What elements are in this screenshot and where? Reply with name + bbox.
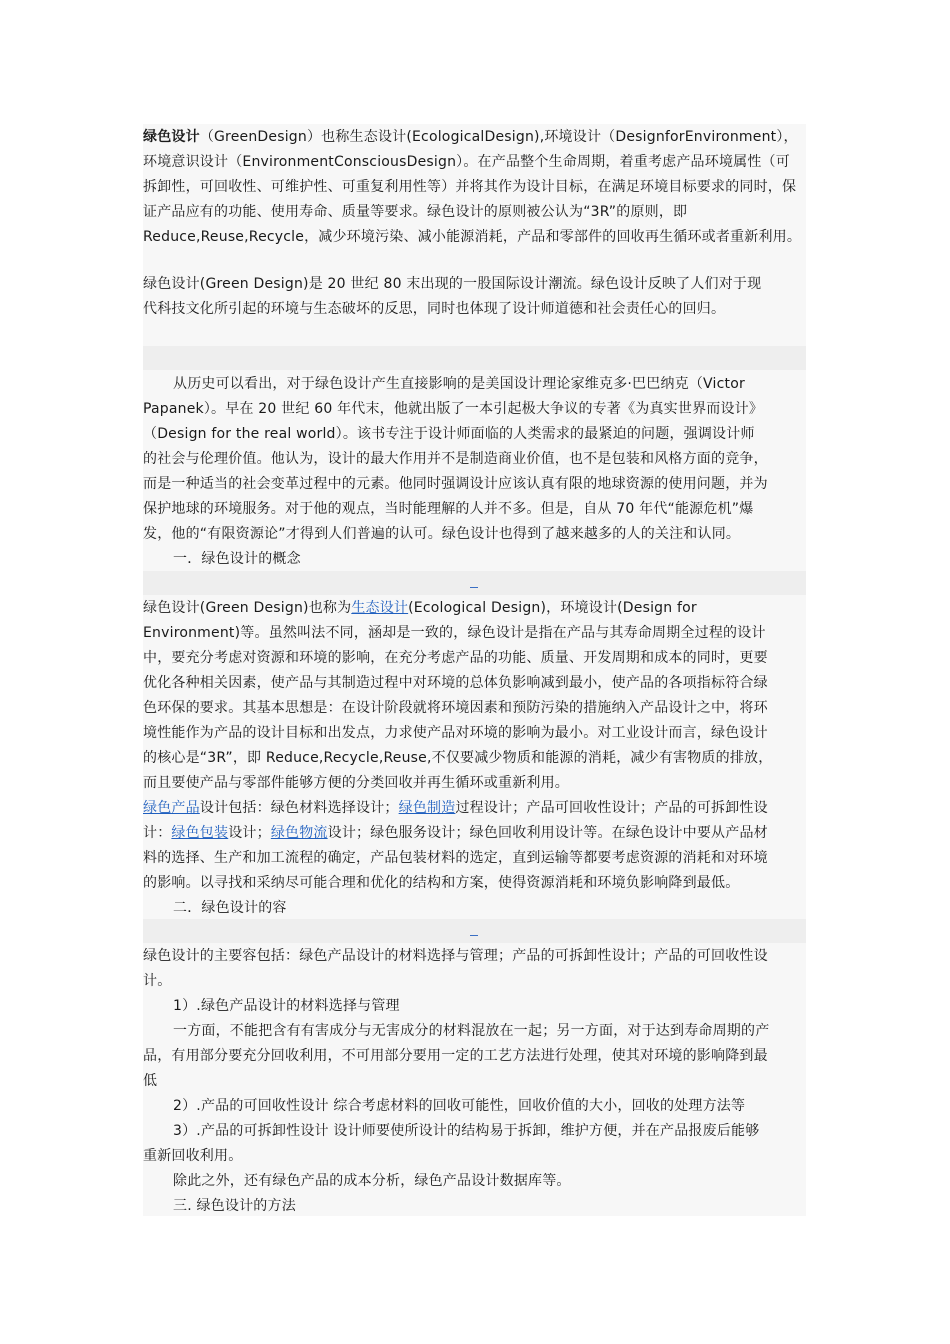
section-heading-concept: 一．绿色设计的概念 <box>173 551 301 567</box>
section-heading-method: 三. 绿色设计的方法 <box>173 1198 296 1214</box>
green-packaging-link[interactable]: 绿色包装 <box>171 825 229 841</box>
section-heading-content: 二．绿色设计的容 <box>173 900 287 916</box>
history-paragraph: 绿色设计(Green Design)是 20 世纪 80 末出现的一股国际设计潮流。绿色设计反映了人们对于现 代科技文化所引起的环境与生态破坏的反思，同时也体现了设计师道德和社会责任心的回归。 <box>143 276 762 317</box>
section-separator <box>143 919 806 943</box>
content-paragraph: 绿色设计的主要容包括：绿色产品设计的材料选择与管理；产品的可拆卸性设计；产品的可回收性设 计。 1）.绿色产品设计的材料选择与管理 一方面，不能把含有有害成分与无害成分的材料混放在一起；另一方面，对于达到寿命周期的产 品，有用部分要充分回收利用，不可用部分要用一定的工艺方法进行处理，使其对环境的影响降到最 低 2）.产品的可回收性设计 综合考虑材料的回收可能性，回收价值的大小，回收的处理方法等 3）.产品的可拆卸性设计 设计师要使所设计的结构易于拆卸，维护方便，并在产品报废后能够 重新回收利用。 除此之外，还有绿色产品的成本分析，绿色产品设计数据库等。 三. 绿色设计的方法 <box>143 944 769 1219</box>
ecological-design-link[interactable]: 生态设计 <box>351 600 409 616</box>
separator-link-mark[interactable] <box>470 935 478 936</box>
green-product-link[interactable]: 绿色产品 <box>143 800 200 816</box>
concept-paragraph: 绿色设计(Green Design)也称为生态设计(Ecological Design)，环境设计(Design for Environment)等。虽然叫法不同，涵却是一致的，绿色设计是指在产品与其寿命周期全过程的设计 中，要充分考虑对资源和环境的影响，在充分考虑产品的功能、质量、开发周期和成本的同时，更要 优化各种相关因素，使产品与其制造过程中对环境的总体负影响减到最小，使产品的各项指标符合绿 色环保的要求。其基本思想是：在设计阶段就将环境因素和预防污染的措施纳入产品设计之中，将环 境性能作为产品的设计目标和出发点，力求使产品对环境的影响为最小。对工业设计而言，绿色设计 的核心是“3R”，即 Reduce,Recycle,Reuse,不仅要减少物质和能源的消耗，减少有害物质的排放， 而且要使产品与零部件能够方便的分类回收并再生循环或重新利用。 <box>143 600 773 791</box>
intro-paragraph: 绿色设计（GreenDesign）也称生态设计(EcologicalDesign),环境设计（DesignforEnvironment）， 环境意识设计（EnvironmentConsciousDesign）。在产品整个生命周期，着重考虑产品环境属性（可 拆卸性，可回收性、可维护性、可重复利用性等）并将其作为设计目标，在满足环境目标要求的同时，保 证产品应有的功能、使用寿命、质量等要求。绿色设计的原则被公认为“3R”的原则，即 Reduce,Reuse,Recycle，减少环境污染、减小能源消耗，产品和零部件的回收再生循环或者重新利用。 <box>143 129 802 245</box>
section-separator <box>143 346 806 370</box>
section-separator <box>143 571 806 595</box>
green-logistics-link[interactable]: 绿色物流 <box>270 825 328 841</box>
term-green-design: 绿色设计 <box>143 129 200 145</box>
papanek-paragraph: 从历史可以看出，对于绿色设计产生直接影响的是美国设计理论家维克多·巴巴纳克（Victor Papanek）。早在 20 世纪 60 年代末，他就出版了一本引起极大争议的专著《为真实世界而设计》 （Design for the real world）。该书专注于设计师面临的人类需求的最紧迫的问题，强调设计师 的社会与伦理价值。他认为，设计的最大作用并不是制造商业价值，也不是包装和风格方面的竞争， 而是一种适当的社会变革过程中的元素。他同时强调设计应该认真有限的地球资源的使用问题，并为 保护地球的环境服务。对于他的观点，当时能理解的人并不多。但是，自从 70 年代“能源危机”爆 发，他的“有限资源论”才得到人们普遍的认可。绿色设计也得到了越来越多的人的关注和认同。 一．绿色设计的概念 <box>143 372 768 572</box>
green-manufacturing-link[interactable]: 绿色制造 <box>398 800 456 816</box>
separator-link-mark[interactable] <box>470 587 478 588</box>
green-product-paragraph: 绿色产品设计包括：绿色材料选择设计；绿色制造过程设计；产品可回收性设计；产品的可拆卸性设 计：绿色包装设计；绿色物流设计；绿色服务设计；绿色回收利用设计等。在绿色设计中要从产品材 料的选择、生产和加工流程的确定，产品包装材料的选定，直到运输等都要考虑资源的消耗和对环境 的影响。以寻找和采纳尽可能合理和优化的结构和方案，使得资源消耗和环境负影响降到最低。 二．绿色设计的容 <box>143 796 768 921</box>
